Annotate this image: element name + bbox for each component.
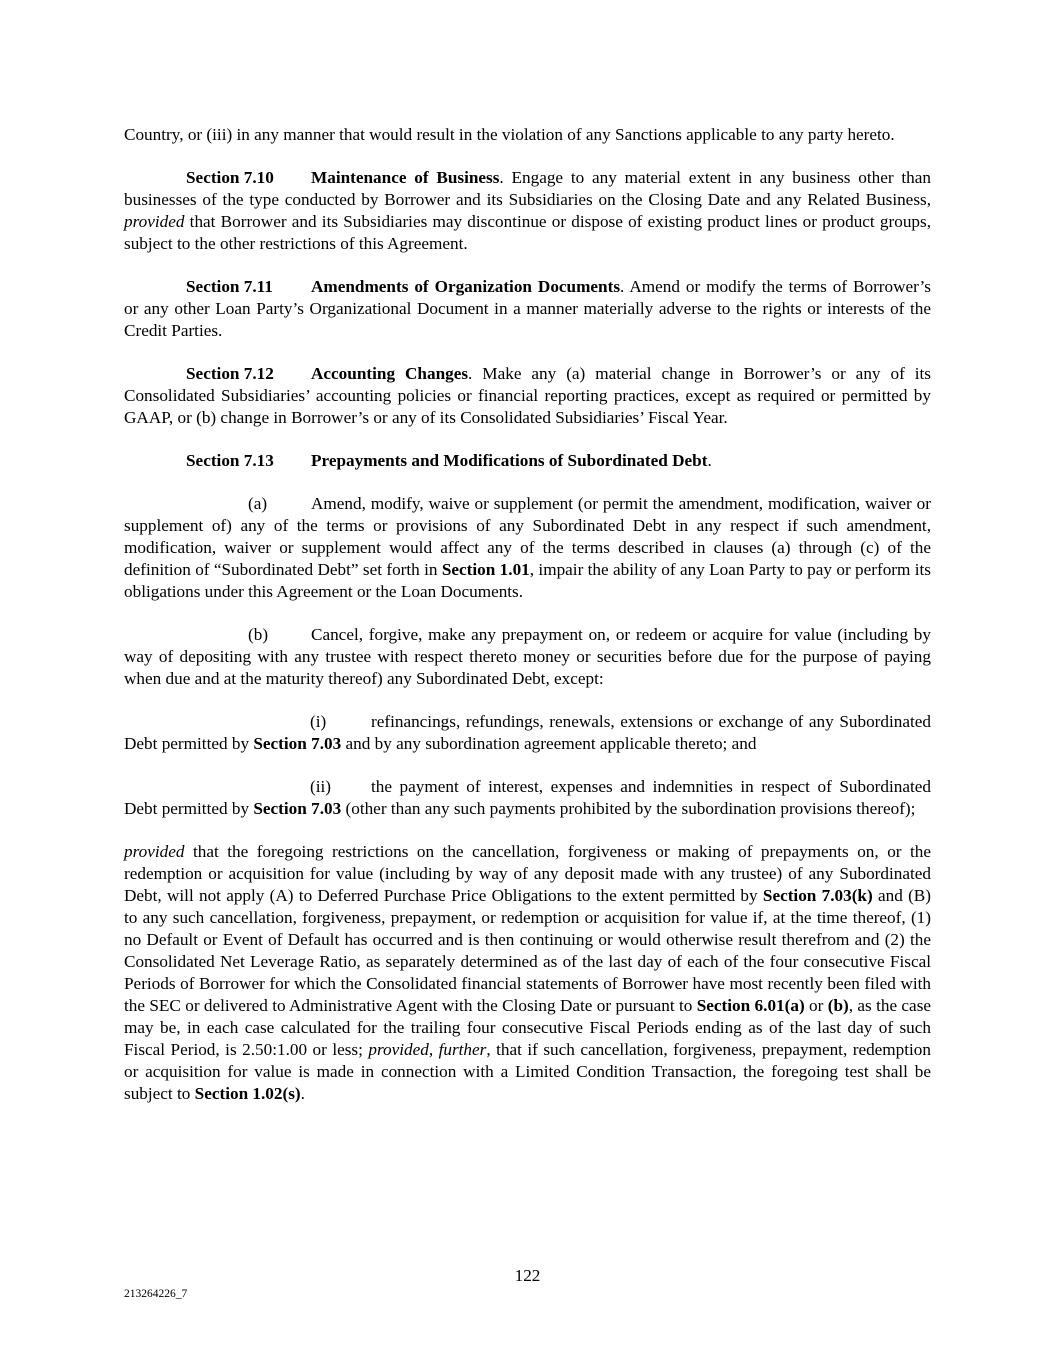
section-title: Accounting Changes [311, 364, 469, 383]
section-title: Amendments of Organization Documents [311, 277, 621, 296]
continuation-paragraph: Country, or (iii) in any manner that would result in the violation of any Sanctions applicable to any party hereto. [124, 125, 895, 144]
clause-b: (b) Cancel, forgive, make any prepayment on, or redeem or acquire for value (including by way of depositing with any trustee with respect thereto money or securities before due for the purpose of paying when due and at the maturity thereof) any Subordinated Debt, except: [124, 625, 931, 688]
section-number: Section 7.12 [186, 364, 274, 383]
page-number: 122 [514, 1266, 541, 1285]
clause-label: (a) [248, 494, 268, 513]
section-number: Section 7.11 [186, 277, 273, 296]
document-id: 213264226_7 [124, 1288, 188, 1300]
section-title: Prepayments and Modifications of Subordinated Debt [311, 451, 708, 470]
clause-label: (b) [248, 625, 269, 644]
section-number: Section 7.13 [186, 451, 274, 470]
section-7-13: Section 7.13 Prepayments and Modifications of Subordinated Debt. [186, 451, 712, 470]
section-number: Section 7.10 [186, 168, 274, 187]
document-page [124, 124, 931, 1126]
clause-label: (ii) [310, 777, 331, 796]
clause-label: (i) [310, 712, 327, 731]
section-7-10: Section 7.10 Maintenance of Business. Engage to any material extent in any business other than businesses of the type conducted by Borrower and its Subsidiaries on the Closing Date and any Related Business, provided that Borrower and its Subsidiaries may discontinue or dispose of existing product lines or product groups, subject to the other restrictions of this Agreement. [124, 168, 931, 253]
proviso-paragraph: provided that the foregoing restrictions on the cancellation, forgiveness or making of prepayments on, or the redemption or acquisition for value (including by way of any deposit made with any trustee) of any Subordinated Debt, will not apply (A) to Deferred Purchase Price Obligations to the extent permitted by Section 7.03(k) and (B) to any such cancellation, forgiveness, prepayment, or redemption or acquisition for value if, at the time thereof, (1) no Default or Event of Default has occurred and is then continuing or would otherwise result therefrom and (2) the Consolidated Net Leverage Ratio, as separately determined as of the last day of each of the four consecutive Fiscal Periods of Borrower for which the Consolidated financial statements of Borrower have most recently been filed with the SEC or delivered to Administrative Agent with the Closing Date or pursuant to Section 6.01(a) or (b), as the case may be, in each case calculated for the trailing four consecutive Fiscal Periods ending as of the last day of such Fiscal Period, is 2.50:1.00 or less; provided, further, that if such cancellation, forgiveness, prepayment, redemption or acquisition for value is made in connection with a Limited Condition Transaction, the foregoing test shall be subject to Section 1.02(s). [124, 842, 932, 1103]
section-title: Maintenance of Business [311, 168, 500, 187]
section-7-12: Section 7.12 Accounting Changes. Make any (a) material change in Borrower’s or any of its Consolidated Subsidiaries’ accounting policies or financial reporting practices, except as required or permitted by GAAP, or (b) change in Borrower’s or any of its Consolidated Subsidiaries’ Fiscal Year. [124, 364, 931, 427]
clause-a: (a) Amend, modify, waive or supplement (or permit the amendment, modification, waiver or supplement of) any of the terms or provisions of any Subordinated Debt in any respect if such amendment, modification, waiver or supplement would affect any of the terms described in clauses (a) through (c) of the definition of “Subordinated Debt” set forth in Section 1.01, impair the ability of any Loan Party to pay or perform its obligations under this Agreement or the Loan Documents. [124, 494, 931, 601]
section-7-11: Section 7.11 Amendments of Organization Documents. Amend or modify the terms of Borrower’s or any other Loan Party’s Organizational Document in a manner materially adverse to the rights or interests of the Credit Parties. [124, 277, 931, 340]
clause-i: (i) refinancings, refundings, renewals, extensions or exchange of any Subordinated Debt permitted by Section 7.03 and by any subordination agreement applicable thereto; and [124, 712, 931, 753]
clause-ii: (ii) the payment of interest, expenses and indemnities in respect of Subordinated Debt permitted by Section 7.03 (other than any such payments prohibited by the subordination provisions thereof); [124, 777, 931, 818]
